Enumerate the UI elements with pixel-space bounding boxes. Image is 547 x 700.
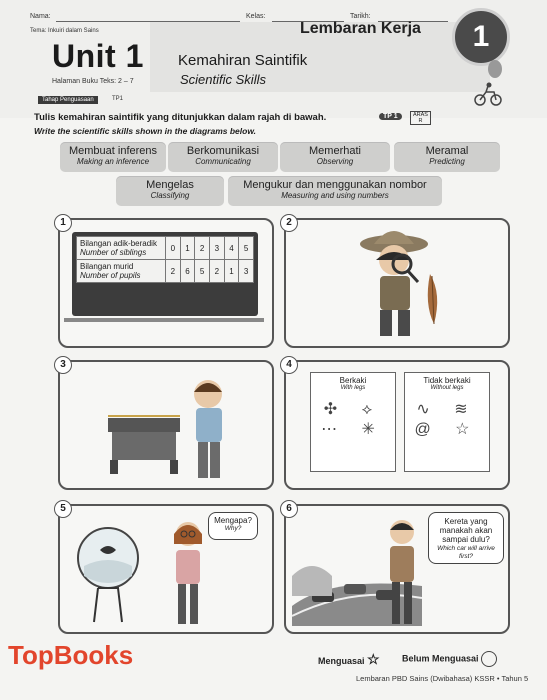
panel-number: 1 — [54, 214, 72, 232]
tp-tag: TP1 — [112, 96, 124, 102]
bubble-english: Which car will arrive first? — [437, 545, 495, 560]
circle-checkbox-icon[interactable] — [481, 651, 497, 667]
tema-text: Tema: Inkuiri dalam Sains — [30, 28, 99, 34]
logo-text: TopBooks — [8, 640, 134, 670]
skill-chip-inference — [60, 142, 166, 172]
chalkboard-ledge — [64, 318, 264, 322]
legless-animals-icons: ∿ ≋ @ ☆ — [414, 401, 480, 438]
instruction-malay: Tulis kemahiran saintifik yang ditunjukkan dalam rajah di bawah. — [34, 112, 327, 123]
table-cell: 5 — [239, 237, 254, 260]
skill-malay: Berkomunikasi — [186, 145, 260, 157]
with-legs-subtitle: With legs — [340, 385, 366, 391]
table-row — [77, 260, 254, 283]
table-cell: 1 — [180, 237, 195, 260]
with-legs-box — [310, 372, 396, 472]
table-cell: 3 — [209, 237, 224, 260]
panel-2 — [284, 218, 510, 348]
table-cell: 2 — [195, 237, 210, 260]
skill-english: Observing — [316, 157, 354, 166]
skill-malay: Memerhati — [309, 145, 361, 157]
nama-field[interactable] — [56, 20, 240, 22]
skill-malay: Mengelas — [146, 179, 194, 191]
table-cell: 6 — [180, 260, 195, 283]
skill-malay: Mengukur dan menggunakan nombor — [243, 179, 427, 191]
worksheet-number-badge: 1 — [452, 8, 510, 66]
lembaran-kerja-title: Lembaran Kerja — [300, 20, 421, 37]
with-legs-title: Berkaki — [339, 376, 367, 385]
subtitle-english: Scientific Skills — [180, 72, 266, 87]
bubble-malay: Kereta yang manakah akan sampai dulu? — [439, 517, 493, 544]
halaman-text: Halaman Buku Teks: 2 – 7 — [52, 78, 134, 85]
tahap-label: Tahap Penguasaan — [38, 96, 98, 104]
unit-title: Unit 1 — [52, 38, 144, 74]
panel-5 — [58, 504, 274, 634]
skill-english: Predicting — [429, 157, 465, 166]
skill-malay: Membuat inferens — [68, 145, 158, 157]
subtitle-malay: Kemahiran Saintifik — [178, 52, 308, 69]
legged-animals-icons: ✣ ⟡ ⋯ ✳ — [321, 401, 385, 438]
panel-6 — [284, 504, 510, 634]
skill-english: Communicating — [195, 157, 251, 166]
table-row-label: Bilangan adik-beradik Number of siblings — [77, 237, 166, 260]
skill-chip-observing — [280, 142, 390, 172]
skill-english: Classifying — [150, 191, 190, 200]
which-car-speech-bubble — [428, 512, 504, 564]
panel-number: 5 — [54, 500, 72, 518]
table-cell: 2 — [166, 260, 181, 283]
bubble-malay: Mengapa? — [214, 516, 252, 525]
panel-3 — [58, 360, 274, 490]
belum-menguasai-label: Belum Menguasai — [402, 651, 497, 667]
panel-4 — [284, 360, 510, 490]
skill-chip-communicating — [168, 142, 278, 172]
without-legs-box — [404, 372, 490, 472]
without-legs-title: Tidak berkaki — [423, 376, 471, 385]
table-row — [77, 237, 254, 260]
panel-number: 6 — [280, 500, 298, 518]
siblings-table — [76, 236, 254, 283]
skill-english: Making an inference — [76, 157, 150, 166]
aras-level: R — [418, 118, 423, 124]
table-cell: 2 — [209, 260, 224, 283]
star-icon: ☆ — [367, 651, 380, 667]
skill-english: Measuring and using numbers — [281, 191, 389, 200]
aras-label: ARAS — [413, 112, 428, 118]
fish-bowl-illustration — [70, 516, 150, 626]
bicycle-icon — [474, 82, 502, 106]
panel-1 — [58, 218, 274, 348]
table-cell: 3 — [239, 260, 254, 283]
why-speech-bubble — [208, 512, 258, 540]
balloon-icon — [488, 60, 502, 78]
panel-number: 4 — [280, 356, 298, 374]
panel-number: 3 — [54, 356, 72, 374]
tp-badge: TP 1 — [379, 113, 402, 120]
skill-chip-predicting — [394, 142, 500, 172]
boy-measuring-table-illustration — [100, 368, 250, 484]
girl-with-glasses-illustration — [164, 516, 214, 628]
explorer-with-magnifier-illustration — [346, 224, 456, 342]
aras-badge — [410, 111, 431, 125]
kelas-label: Kelas: — [246, 13, 266, 20]
chalkboard — [72, 232, 258, 316]
table-row-label: Bilangan murid Number of pupils — [77, 260, 166, 283]
footer-reference: Lembaran PBD Sains (Dwibahasa) KSSR • Tahun 5 — [356, 674, 529, 683]
table-cell: 1 — [224, 260, 239, 283]
boy-thinking-illustration — [382, 514, 422, 628]
skill-chip-classifying — [116, 176, 224, 206]
table-cell: 0 — [166, 237, 181, 260]
table-cell: 4 — [224, 237, 239, 260]
nama-label: Nama: — [30, 13, 51, 20]
skill-malay: Meramal — [425, 145, 469, 157]
without-legs-subtitle: Without legs — [430, 385, 464, 391]
tarikh-label: Tarikh: — [350, 13, 371, 20]
topbooks-logo — [6, 636, 176, 672]
table-cell: 5 — [195, 260, 210, 283]
bubble-english: Why? — [224, 525, 242, 532]
panel-number: 2 — [280, 214, 298, 232]
instruction-english: Write the scientific skills shown in the diagrams below. — [34, 126, 256, 136]
skill-chip-measuring — [228, 176, 442, 206]
menguasai-label: Menguasai ☆ — [318, 651, 380, 667]
